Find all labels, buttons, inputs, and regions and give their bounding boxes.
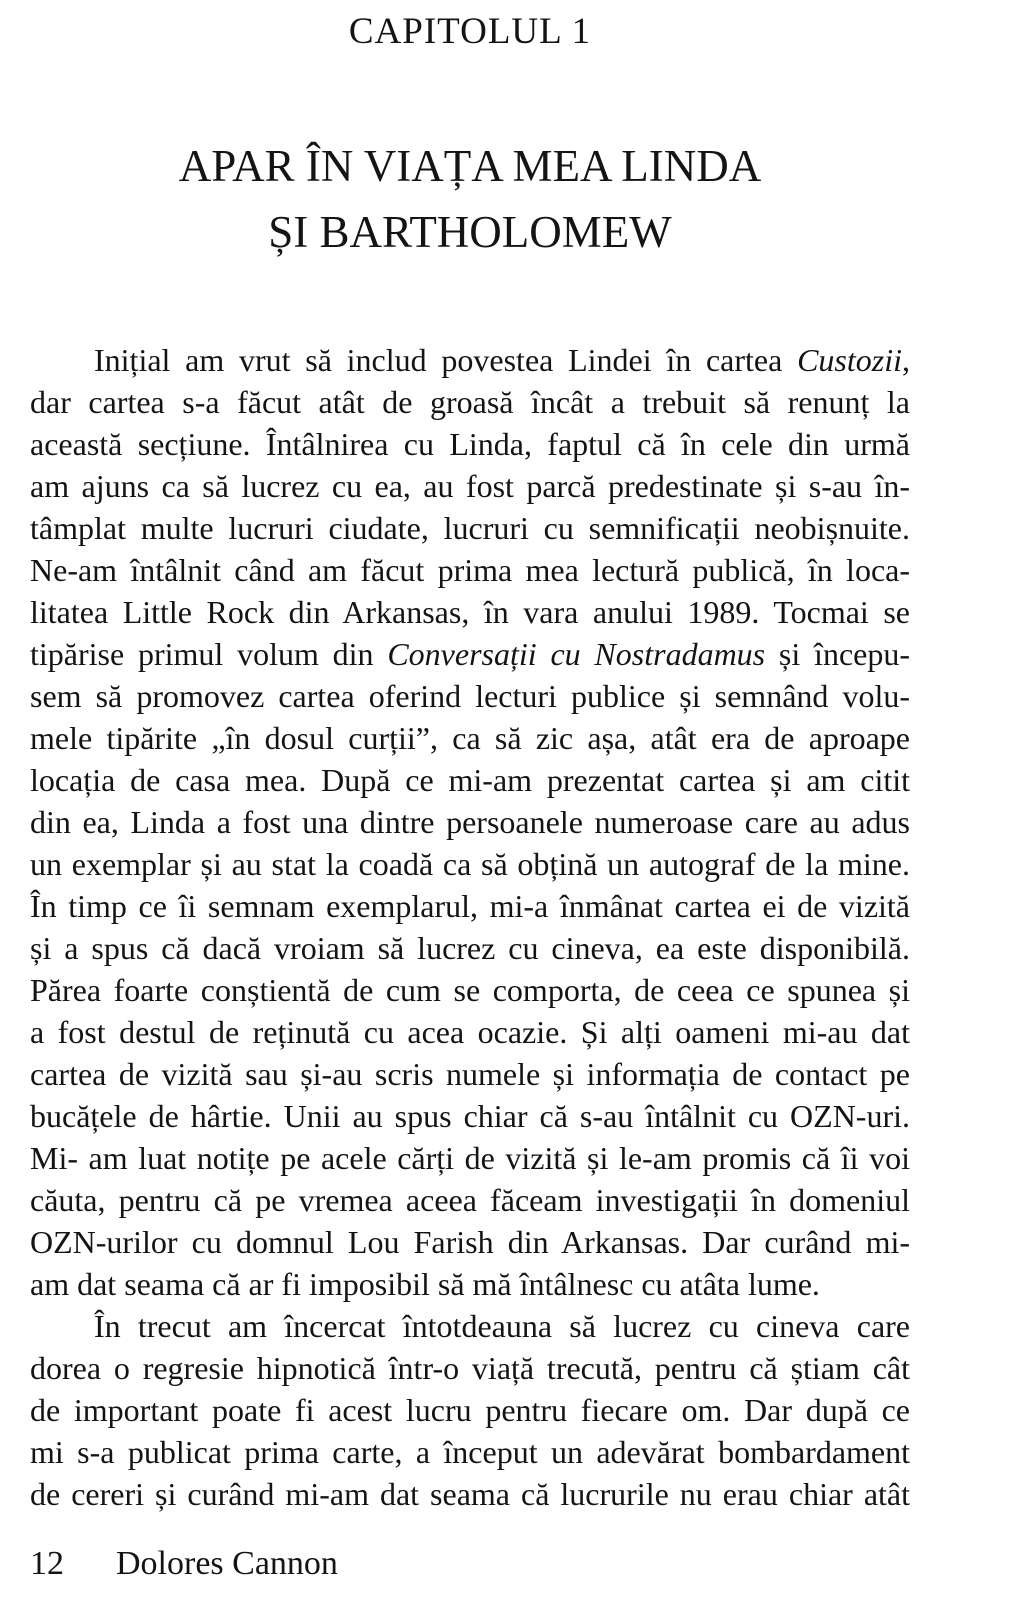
text-line: am ajuns ca să lucrez cu ea, au fost parcă predestinate și s-au în- (30, 468, 910, 504)
text-line: și a spus că dacă vroiam să lucrez cu cineva, ea este disponibilă. (30, 930, 910, 966)
chapter-title (30, 133, 910, 265)
footer (30, 1544, 338, 1584)
text-line: Mi- am luat notițe pe acele cărți de vizită și le-am promis că îi voi (30, 1140, 910, 1176)
title-line-2: ȘI BARTHOLOMEW (268, 207, 672, 257)
text-line: În timp ce îi semnam exemplarul, mi-a înmânat cartea ei de vizită (30, 888, 910, 924)
text-line: de cereri și curând mi-am dat seama că lucrurile nu erau chiar atât (30, 1476, 910, 1512)
text-line: bucățele de hârtie. Unii au spus chiar că s-au întâlnit cu OZN-uri. (30, 1098, 910, 1134)
text-line: tâmplat multe lucruri ciudate, lucruri cu semnificații neobișnuite. (30, 510, 910, 546)
paragraph-1 (30, 339, 910, 1305)
text-line: căuta, pentru că pe vremea aceea făceam investigații în domeniul (30, 1182, 910, 1218)
text-line: mele tipărite „în dosul curții”, ca să zic așa, atât era de aproape (30, 720, 910, 756)
text-line: OZN-urilor cu domnul Lou Farish din Arkansas. Dar curând mi- (30, 1224, 910, 1260)
text-line: Ne-am întâlnit când am făcut prima mea lectură publică, în loca- (30, 552, 910, 588)
text-line: această secțiune. Întâlnirea cu Linda, faptul că în cele din urmă (30, 426, 910, 462)
text-line: am dat seama că ar fi imposibil să mă întâlnesc cu atâta lume. (30, 1266, 820, 1302)
text-line: sem să promovez cartea oferind lecturi publice și semnând volu- (30, 678, 910, 714)
body-text (30, 339, 910, 1515)
text-line: cartea de vizită sau și-au scris numele și informația de contact pe (30, 1056, 910, 1092)
text-line: din ea, Linda a fost una dintre persoanele numeroase care au adus (30, 804, 910, 840)
text-line: mi s-a publicat prima carte, a început un adevărat bombardament (30, 1434, 910, 1470)
text-line: litatea Little Rock din Arkansas, în vara anului 1989. Tocmai se (30, 594, 910, 630)
text-line: locația de casa mea. După ce mi-am prezentat cartea și am citit (30, 762, 910, 798)
author-name: Dolores Cannon (116, 1545, 338, 1582)
text-line: Părea foarte conștientă de cum se comporta, de ceea ce spunea și (30, 972, 910, 1008)
text-line: În trecut am încercat întotdeauna să lucrez cu cineva care (94, 1308, 910, 1344)
page-number: 12 (30, 1545, 64, 1582)
text-line: un exemplar și au stat la coadă ca să obțină un autograf de la mine. (30, 846, 910, 882)
text-line: dar cartea s-a făcut atât de groasă încât a trebuit să renunț la (30, 384, 910, 420)
chapter-heading: CAPITOLUL 1 (348, 11, 592, 52)
text-line: dorea o regresie hipnotică într-o viață trecută, pentru că știam cât (30, 1350, 910, 1386)
title-line-1: APAR ÎN VIAȚA MEA LINDA (178, 141, 762, 191)
text-line: tipărise primul volum din Conversații cu Nostradamus și începu- (30, 636, 911, 672)
text-line: de important poate fi acest lucru pentru fiecare om. Dar după ce (30, 1392, 910, 1428)
paragraph-2 (30, 1305, 910, 1515)
text-line: Inițial am vrut să includ povestea Lindei în cartea Custozii, (94, 342, 910, 378)
text-line: a fost destul de reținută cu acea ocazie. Și alți oameni mi-au dat (30, 1014, 910, 1050)
